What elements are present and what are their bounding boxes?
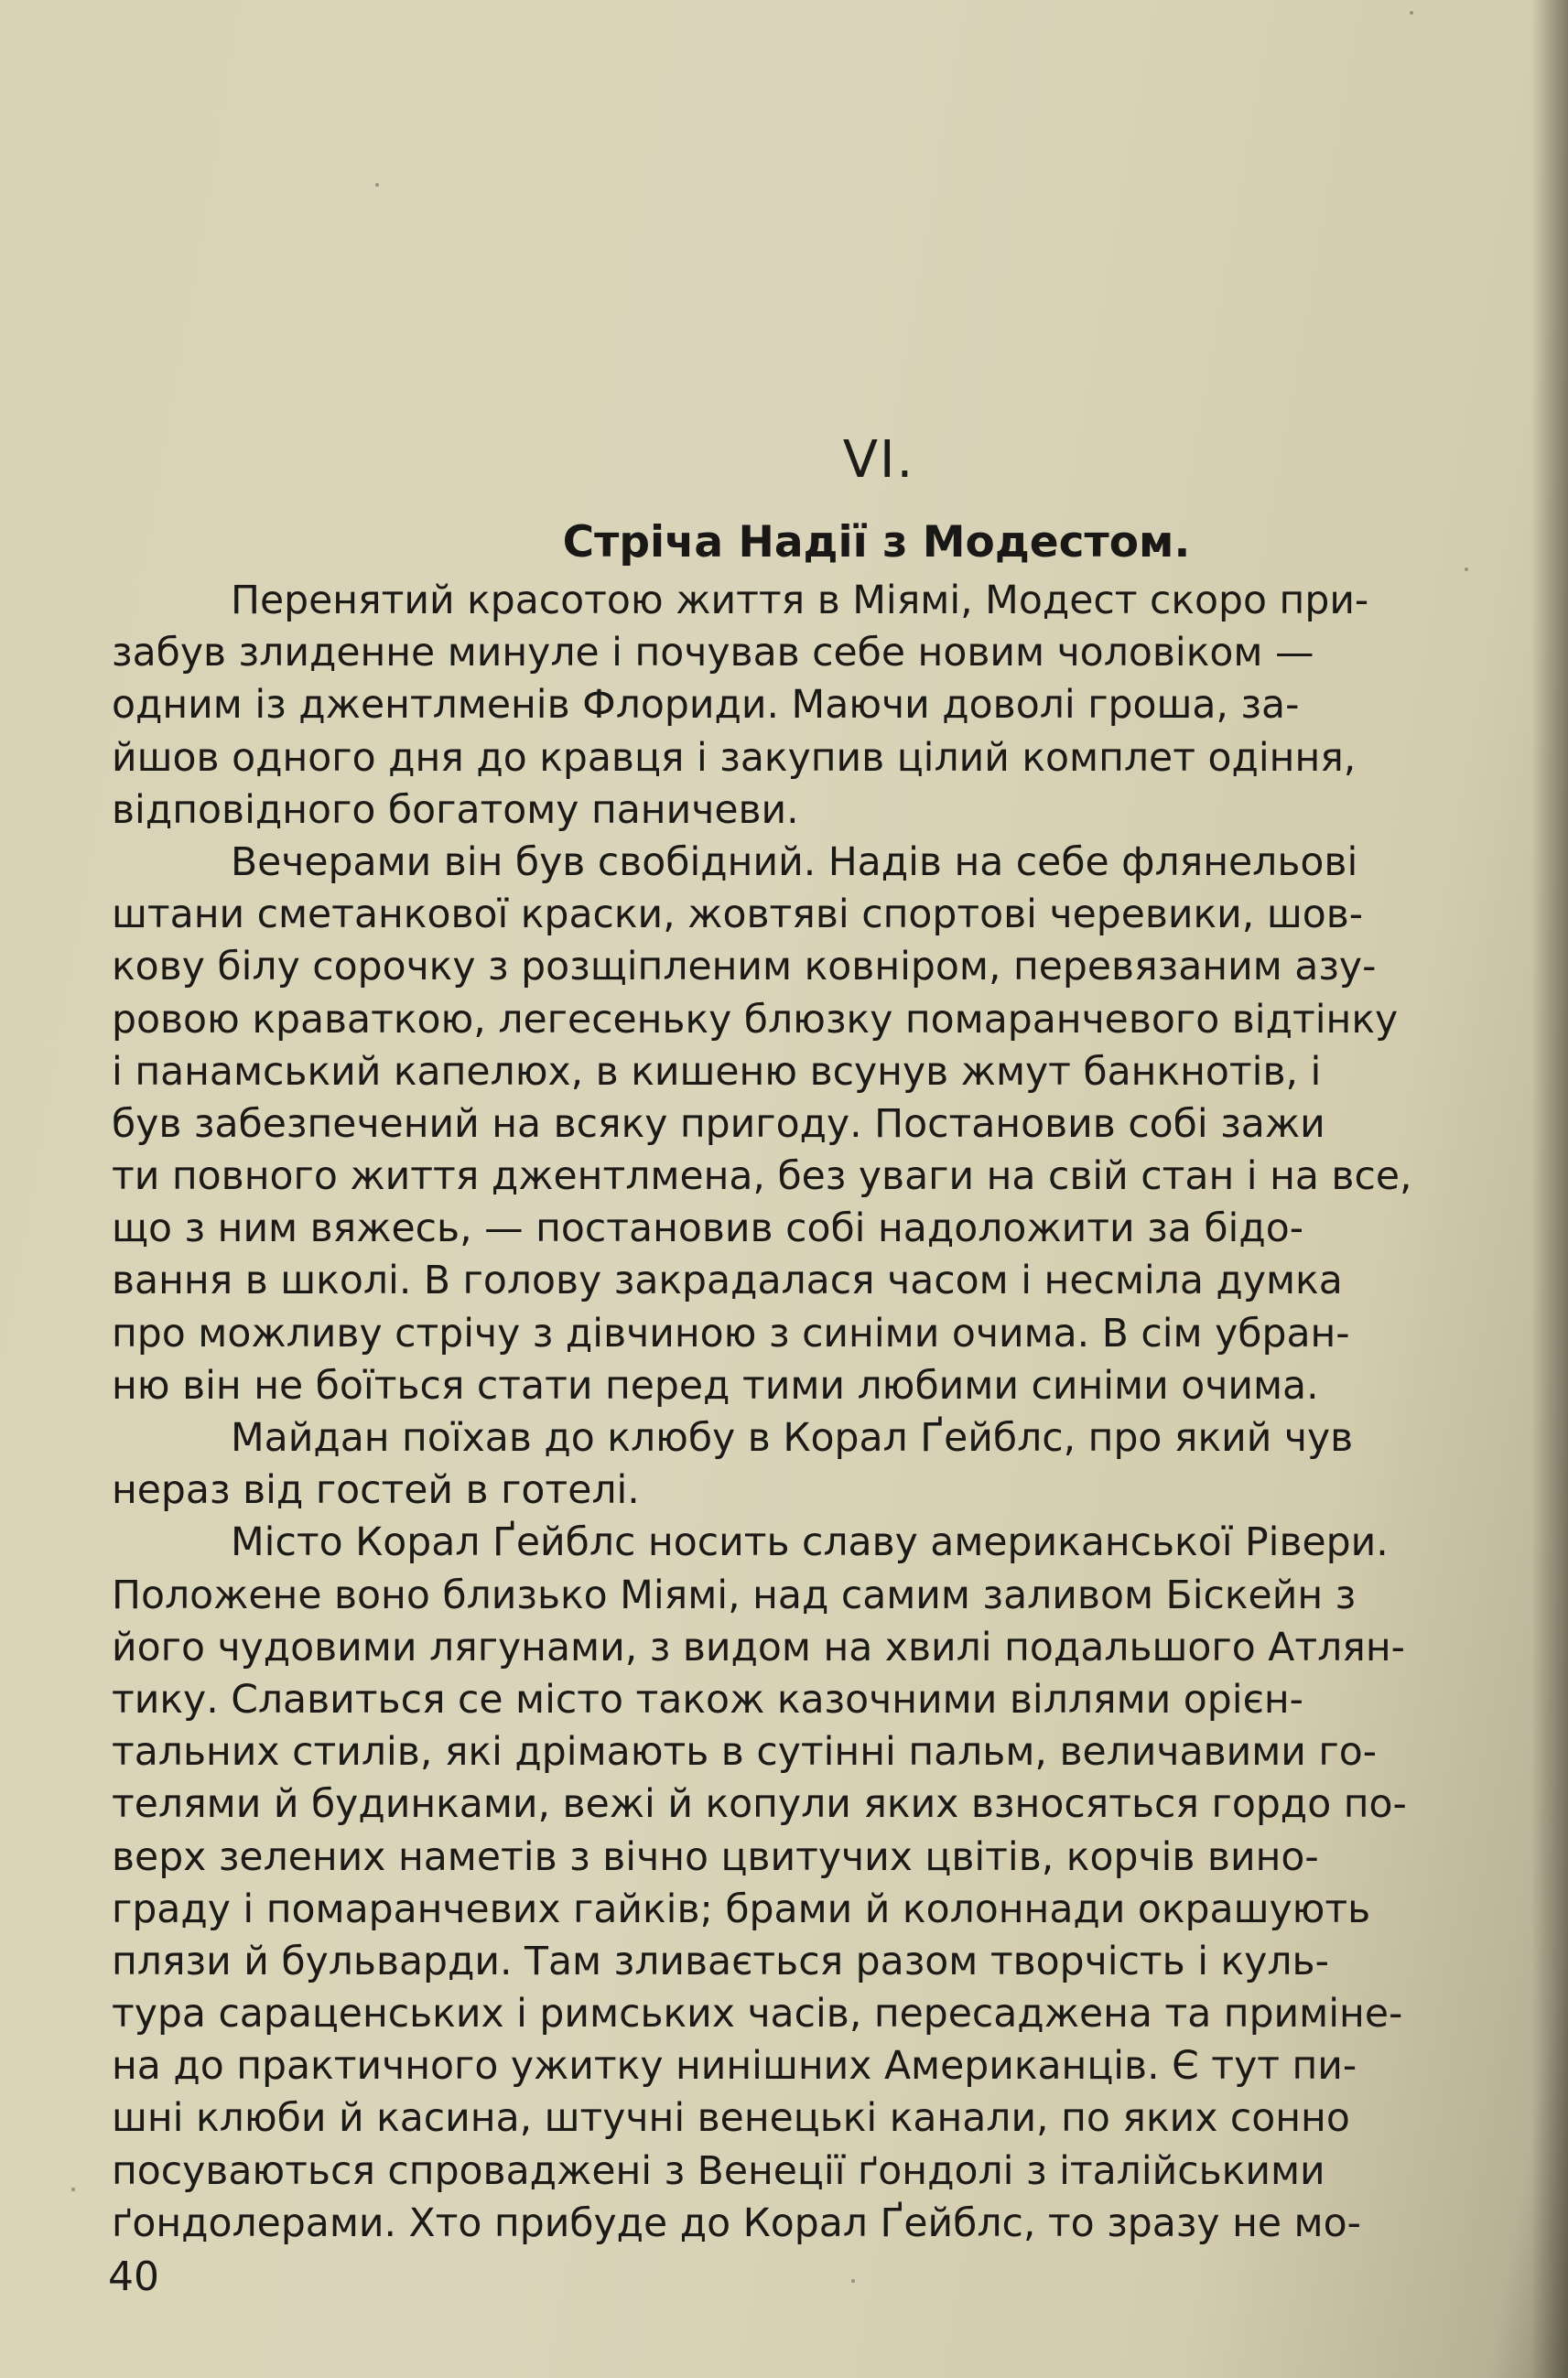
text-line: Майдан поїхав до клюбу в Корал Ґейблс, про який чув bbox=[231, 1416, 1354, 1461]
text-line: граду і помаранчевих гайків; брами й колоннади окрашують bbox=[112, 1886, 1371, 1932]
paper-speck bbox=[71, 2188, 75, 2191]
body-text bbox=[112, 575, 1547, 2250]
text-line: його чудовими лягунами, з видом на хвилі подальшого Атлян- bbox=[112, 1625, 1405, 1670]
paper-speck bbox=[1410, 11, 1413, 15]
text-line: вання в школі. В голову закрадалася часом і несміла думка bbox=[112, 1259, 1343, 1304]
text-line: Перенятий красотою життя в Міямі, Модест скоро при- bbox=[231, 578, 1369, 623]
chapter-title: Стріча Надії з Модестом. bbox=[562, 517, 1191, 567]
paper-speck bbox=[851, 2279, 855, 2283]
text-line: і панамський капелюх, в кишеню всунув жмут банкнотів, і bbox=[112, 1049, 1322, 1095]
text-line: телями й будинками, вежі й копули яких взносяться гордо по- bbox=[112, 1782, 1407, 1828]
text-line: нераз від гостей в готелі. bbox=[112, 1468, 640, 1514]
text-line: що з ним вяжесь, — постановив собі надоложити за бідо- bbox=[112, 1206, 1304, 1252]
text-line: тура сараценських і римських часів, пересаджена та приміне- bbox=[112, 1992, 1403, 2038]
text-line: забув злиденне минуле і почував себе новим чоловіком — bbox=[112, 631, 1314, 676]
text-line: був забезпечений на всяку пригоду. Постановив собі зажи bbox=[112, 1101, 1325, 1147]
page-number: 40 bbox=[108, 2254, 159, 2300]
text-line: одним із джентлменів Флориди. Маючи доволі гроша, за- bbox=[112, 683, 1300, 729]
text-line: тальних стилів, які дрімають в сутінні пальм, величавими го- bbox=[112, 1730, 1378, 1776]
text-line: посуваються спроваджені з Венеції ґондолі з італійськими bbox=[112, 2148, 1325, 2194]
paper-speck bbox=[1465, 567, 1468, 571]
text-line: верх зелених наметів з вічно цвитучих цвітів, корчів вино- bbox=[112, 1834, 1319, 1880]
text-line: відповідного богатому паничеви. bbox=[112, 787, 799, 833]
text-line: штани сметанкової краски, жовтяві спортові черевики, шов- bbox=[112, 892, 1364, 938]
text-line: кову білу сорочку з розщіпленим ковніром, перевязаним азу- bbox=[112, 945, 1377, 990]
text-line: ровою краваткою, легесеньку блюзку помаранчевого відтінку bbox=[112, 997, 1399, 1043]
text-line: ню він не боїться стати перед тими любими синіми очима. bbox=[112, 1363, 1319, 1409]
text-line: про можливу стрічу з дівчиною з синіми очима. В сім убран- bbox=[112, 1311, 1350, 1357]
text-line: Місто Корал Ґейблс носить славу американської Рівери. bbox=[231, 1520, 1389, 1566]
text-line: Вечерами він був свобідний. Надів на себе флянельові bbox=[231, 839, 1358, 885]
text-line: на до практичного ужитку нинішних Американців. Є тут пи- bbox=[112, 2044, 1357, 2090]
text-line: ґондолерами. Хто прибуде до Корал Ґейблс, то зразу не мо- bbox=[112, 2200, 1361, 2246]
text-line: йшов одного дня до кравця і закупив цілий комплет одіння, bbox=[112, 735, 1357, 781]
text-line: шні клюби й касина, штучні венецькі канали, по яких сонно bbox=[112, 2096, 1350, 2142]
text-line: тику. Славиться се місто також казочними віллями орієн- bbox=[112, 1677, 1304, 1723]
text-line: Положене воно близько Міямі, над самим заливом Біскейн з bbox=[112, 1573, 1357, 1618]
text-line: ти повного життя джентлмена, без уваги на свій стан і на все, bbox=[112, 1154, 1412, 1200]
text-line: плязи й бульварди. Там зливається разом творчість і куль- bbox=[112, 1939, 1329, 1984]
paper-speck bbox=[375, 183, 379, 187]
chapter-number: VI. bbox=[842, 430, 915, 490]
